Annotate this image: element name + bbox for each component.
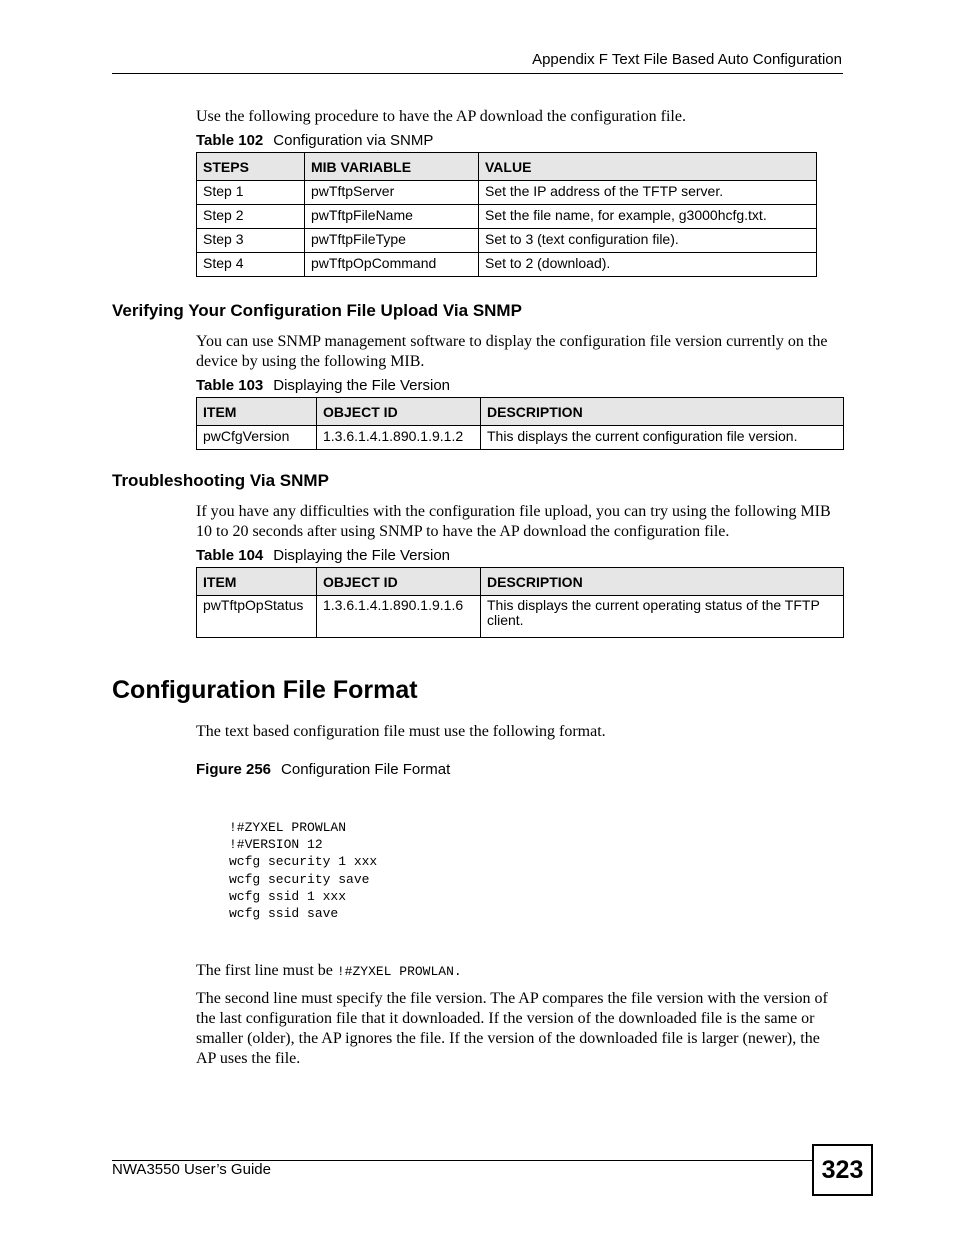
verify-paragraph: You can use SNMP management software to display the configuration file version currently on the device by using the following MIB. (196, 333, 828, 370)
table-cell: pwTftpFileName (305, 205, 479, 229)
table-cell: Step 4 (197, 253, 305, 277)
table-row (197, 426, 844, 450)
section-heading-troubleshooting: Troubleshooting Via SNMP (112, 471, 329, 490)
header-rule (112, 73, 843, 74)
table-103-caption (196, 377, 450, 394)
table-header-row (197, 568, 844, 596)
table-cell: Set to 3 (text configuration file). (479, 229, 817, 253)
first-line-code: !#ZYXEL PROWLAN. (336, 964, 462, 979)
code-line: wcfg ssid 1 xxx (229, 888, 347, 904)
table-row (197, 229, 817, 253)
table-104-caption (196, 547, 450, 564)
code-line: wcfg security 1 xxx (229, 854, 378, 870)
code-line: wcfg security save (229, 871, 370, 887)
table-row (197, 253, 817, 277)
table-cell: pwCfgVersion (197, 426, 317, 450)
figure-caption-text: Configuration File Format (281, 761, 451, 778)
section-heading-verify: Verifying Your Configuration File Upload Via SNMP (112, 301, 522, 320)
table-cell: Set to 2 (download). (479, 253, 817, 277)
table-row (197, 596, 844, 638)
table-104 (196, 567, 844, 638)
code-line: !#ZYXEL PROWLAN (229, 820, 347, 835)
figure-256-caption (196, 761, 450, 778)
table-cell: This displays the current operating status of the TFTP client. (481, 596, 844, 638)
table-cell: Step 3 (197, 229, 305, 253)
table-cell: This displays the current configuration file version. (481, 426, 844, 450)
code-line: !#VERSION 12 (229, 837, 323, 853)
table-cell: Set the file name, for example, g3000hcfg.txt. (479, 205, 817, 229)
table-caption-text: Displaying the File Version (273, 547, 451, 564)
guide-title: NWA3550 User’s Guide (112, 1161, 271, 1178)
table-cell: pwTftpOpCommand (305, 253, 479, 277)
table-header-row (197, 398, 844, 426)
table-caption-text: Displaying the File Version (273, 377, 451, 394)
column-header: ITEM (197, 568, 317, 596)
code-line: wcfg ssid save (229, 906, 339, 922)
table-cell: pwTftpOpStatus (197, 596, 317, 638)
first-line-paragraph (196, 961, 841, 982)
table-cell: 1.3.6.1.4.1.890.1.9.1.2 (317, 426, 481, 450)
table-cell: 1.3.6.1.4.1.890.1.9.1.6 (317, 596, 481, 638)
table-cell: pwTftpFileType (305, 229, 479, 253)
table-103 (196, 397, 844, 450)
column-header: OBJECT ID (317, 568, 481, 596)
table-cell: Step 1 (197, 181, 305, 205)
table-102-caption (196, 132, 433, 149)
table-label: Table 104 (196, 547, 264, 564)
table-caption-text: Configuration via SNMP (273, 132, 434, 149)
second-line-paragraph: The second line must specify the file version. The AP compares the file version with the version of the last configuration file that it downloaded. If the version of the downloaded file is the same or smaller (older), the AP ignores the file. If the version of the downloaded file is larger (newer), the AP uses the file. (196, 990, 828, 1067)
column-header: OBJECT ID (317, 398, 481, 426)
table-header-row (197, 153, 817, 181)
column-header: ITEM (197, 398, 317, 426)
table-row (197, 181, 817, 205)
column-header: VALUE (479, 153, 817, 181)
table-cell: Step 2 (197, 205, 305, 229)
section-heading-format: Configuration File Format (112, 676, 418, 704)
table-cell: pwTftpServer (305, 181, 479, 205)
table-label: Table 103 (196, 377, 264, 394)
table-cell: Set the IP address of the TFTP server. (479, 181, 817, 205)
column-header: STEPS (197, 153, 305, 181)
column-header: DESCRIPTION (481, 398, 844, 426)
column-header: MIB VARIABLE (305, 153, 479, 181)
table-102 (196, 152, 817, 277)
intro-paragraph: Use the following procedure to have the AP download the configuration file. (196, 108, 686, 125)
first-line-text: The first line must be (196, 962, 337, 979)
troubleshooting-paragraph: If you have any difficulties with the configuration file upload, you can try using the following MIB 10 to 20 seconds after using SNMP to have the AP download the configuration file. (196, 503, 831, 540)
format-paragraph: The text based configuration file must use the following format. (196, 723, 606, 740)
figure-label: Figure 256 (196, 761, 272, 778)
page-number: 323 (812, 1144, 873, 1196)
running-header: Appendix F Text File Based Auto Configuration (532, 51, 842, 68)
config-file-code-block (229, 819, 377, 922)
column-header: DESCRIPTION (481, 568, 844, 596)
table-row (197, 205, 817, 229)
table-label: Table 102 (196, 132, 264, 149)
